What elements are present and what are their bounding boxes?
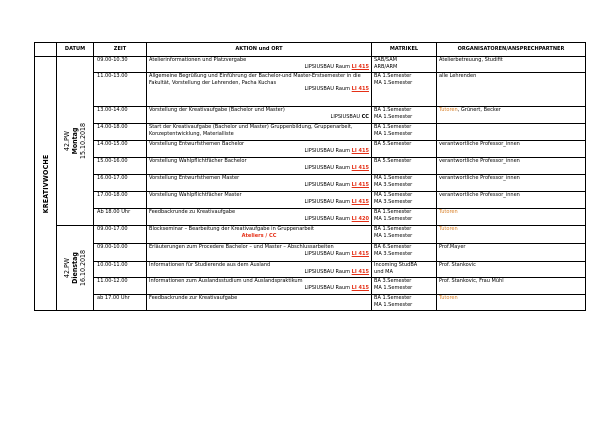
time-cell: 17.00-18.00 — [94, 192, 147, 209]
day-label — [63, 250, 87, 286]
header-aktion: AKTION und ORT — [147, 43, 372, 57]
organizer-tutoren: Tutoren — [439, 226, 458, 232]
organizer-tutoren: Tutoren — [439, 295, 458, 301]
organizer-cell — [437, 244, 586, 262]
organizer-cell — [437, 262, 586, 278]
organizer-cell — [437, 141, 586, 158]
schedule-sheet — [34, 42, 585, 385]
room-link[interactable]: LI 415 — [351, 284, 369, 291]
action-text: Vorstellung Entwurfsthemen Master — [149, 175, 240, 181]
time-cell: 11.00-13.00 — [94, 73, 147, 107]
matrikel-cell — [372, 192, 437, 209]
matrikel-line: BA 1.Semester — [374, 107, 412, 113]
matrikel-cell — [372, 209, 437, 226]
day-cell — [57, 226, 94, 311]
action-cell — [147, 107, 372, 124]
action-cell — [147, 295, 372, 311]
matrikel-cell — [372, 73, 437, 107]
location — [149, 86, 369, 93]
time-cell: 14.00-15.00 — [94, 141, 147, 158]
schedule-table — [34, 42, 586, 311]
matrikel-cell — [372, 175, 437, 192]
location-building: LIPSIUSBAU — [330, 113, 362, 120]
room-link[interactable]: LI 415 — [351, 198, 369, 205]
matrikel-cell — [372, 141, 437, 158]
schedule-row — [35, 124, 586, 141]
matrikel-line: BA 1.Semester — [374, 124, 412, 130]
day-day: Dienstag — [70, 252, 79, 284]
action-cell — [147, 192, 372, 209]
organizer-cell — [437, 73, 586, 107]
room-link[interactable]: LI 415 — [351, 147, 369, 154]
matrikel-line: MA 1.Semester — [374, 215, 413, 222]
matrikel-line: BA 3.Semester — [374, 278, 412, 284]
location-building: LIPSIUSBAU Raum — [304, 181, 352, 188]
organizer-tutoren: Tutoren — [439, 107, 458, 113]
location — [149, 165, 369, 172]
time-cell: 11.00-12.00 — [94, 278, 147, 295]
schedule-row — [35, 175, 586, 192]
day-label — [63, 123, 87, 159]
matrikel-cell — [372, 244, 437, 262]
matrikel-line: MA 1.Semester — [374, 284, 413, 291]
header-datum: DATUM — [57, 43, 94, 57]
schedule-row — [35, 244, 586, 262]
action-text: Atelierinformationen und Platzvergabe — [149, 57, 247, 63]
matrikel-line: MA 1.Semester — [374, 113, 413, 120]
room-link[interactable]: LI 415 — [351, 164, 369, 171]
room-label: CC — [361, 113, 369, 120]
matrikel-line: BA 5.Semester — [374, 158, 412, 164]
organizer-text: Prof.Mayer — [439, 244, 466, 250]
matrikel-line: BA 1.Semester — [374, 209, 412, 215]
time-cell: 10.00-11.00 — [94, 262, 147, 278]
matrikel-line: MA 1.Semester — [374, 192, 413, 198]
schedule-row — [35, 107, 586, 124]
matrikel-line: MA 1.Semester — [374, 301, 413, 308]
matrikel-line: ARB/ARM — [374, 63, 398, 70]
action-text: Feedbackrunde zur Kreativaufgabe — [149, 295, 238, 301]
organizer-text: verantwortliche Professor_innen — [439, 192, 520, 198]
day-day: Montag — [70, 127, 79, 155]
action-cell — [147, 57, 372, 73]
action-cell — [147, 209, 372, 226]
matrikel-cell — [372, 57, 437, 73]
action-text: Feedbackrunde zu Kreativaufgabe — [149, 209, 236, 215]
action-cell — [147, 262, 372, 278]
action-text: Vorstellung Wahlpflichtfächer Master — [149, 192, 242, 198]
location-building: LIPSIUSBAU Raum — [304, 86, 352, 93]
location-red: Ateliers / CC — [241, 232, 277, 239]
organizer-text: Prof. Stankovic, Frau Mühl — [439, 278, 504, 284]
time-cell: ab 17.00 Uhr — [94, 295, 147, 311]
matrikel-line: MA 1.Semester — [374, 79, 413, 86]
action-text: Informationen zum Auslandsstudium und Auslandspraktikum — [149, 278, 303, 284]
schedule-row — [35, 73, 586, 107]
schedule-row — [35, 57, 586, 73]
organizer-cell — [437, 57, 586, 73]
organizer-cell — [437, 209, 586, 226]
matrikel-line: MA 1.Semester — [374, 232, 413, 239]
room-link[interactable]: LI 415 — [351, 63, 369, 70]
room-link[interactable]: LI 415 — [351, 250, 369, 257]
action-text: Vorstellung der Kreativaufgabe (Bachelor und Master) — [149, 107, 285, 113]
matrikel-cell — [372, 124, 437, 141]
corner-cell — [35, 43, 57, 57]
location — [149, 233, 369, 240]
day-kw: 42.PW — [62, 257, 71, 279]
week-label-cell — [35, 57, 57, 311]
schedule-row — [35, 278, 586, 295]
organizer-text: Atelierbetreuung, Studifit — [439, 57, 503, 63]
location-building: LIPSIUSBAU Raum — [304, 250, 352, 257]
schedule-row — [35, 141, 586, 158]
location-building: LIPSIUSBAU Raum — [304, 147, 352, 154]
location — [149, 216, 369, 223]
schedule-row — [35, 262, 586, 278]
time-cell: Ab 18.00 Uhr — [94, 209, 147, 226]
location-building: LIPSIUSBAU Raum — [304, 164, 352, 171]
action-text: Vorstellung Wahlpflichtfächer Bachelor — [149, 158, 247, 164]
day-date: 16.10.2018 — [79, 249, 88, 287]
organizer-cell — [437, 192, 586, 209]
matrikel-line: BA 6.Semester — [374, 244, 412, 250]
action-text: Vorstellung Entwurfsthemen Bachelor — [149, 141, 245, 147]
room-link[interactable]: LI 415 — [351, 268, 369, 275]
action-cell — [147, 175, 372, 192]
header-zeit: ZEIT — [94, 43, 147, 57]
action-cell — [147, 141, 372, 158]
location — [149, 269, 369, 276]
location — [149, 199, 369, 206]
matrikel-line: BA 1.Semester — [374, 295, 412, 301]
matrikel-line: Incoming StudBA — [374, 262, 418, 268]
header-organisatoren: ORGANISATOREN/ANSPRECHPARTNER — [437, 43, 586, 57]
action-text: Informationen für Studierende aus dem Ausland — [149, 262, 271, 268]
location — [149, 285, 369, 292]
organizer-cell — [437, 278, 586, 295]
matrikel-line: BA 1.Semester — [374, 73, 412, 79]
organizer-cell — [437, 175, 586, 192]
time-cell: 09.00-10.00 — [94, 244, 147, 262]
schedule-row — [35, 295, 586, 311]
location — [149, 64, 369, 71]
location — [149, 114, 369, 121]
matrikel-cell — [372, 107, 437, 124]
matrikel-line: MA 3.Semester — [374, 198, 413, 205]
header-row — [35, 43, 586, 57]
action-cell — [147, 278, 372, 295]
organizer-text: , Grünert, Becker — [457, 107, 501, 113]
location-building: LIPSIUSBAU Raum — [304, 215, 352, 222]
matrikel-line: MA 3.Semester — [374, 181, 413, 188]
organizer-text: verantwortliche Professor_innen — [439, 175, 520, 181]
time-cell: 13.00-14.00 — [94, 107, 147, 124]
location — [149, 182, 369, 189]
week-label: KREATIVWOCHE — [41, 154, 50, 213]
time-cell: 09.00-10.30 — [94, 57, 147, 73]
action-text: Allgemeine Begrüßung und Einführung der Bachelor-und Master-Erstsemester in die Fakultät, Vorstellung der Lehrenden, Pacha Kuchas — [149, 73, 361, 86]
location — [149, 148, 369, 155]
location-building: LIPSIUSBAU Raum — [304, 63, 352, 70]
action-text: Start der Kreativaufgabe (Bachelor und Master) Gruppenbildung, Gruppenarbeit, Konzeptentwicklung, Materialliste — [149, 124, 353, 137]
day-kw: 42.PW — [62, 130, 71, 152]
action-cell — [147, 244, 372, 262]
schedule-row — [35, 158, 586, 175]
matrikel-line: MA 3.Semester — [374, 250, 413, 257]
location-building: LIPSIUSBAU Raum — [304, 284, 352, 291]
time-cell: 15.00-16.00 — [94, 158, 147, 175]
action-text: Blockseminar – Bearbeitung der Kreativaufgabe in Gruppenarbeit — [149, 226, 315, 232]
matrikel-line: MA 1.Semester — [374, 175, 413, 181]
schedule-row — [35, 226, 586, 244]
organizer-cell — [437, 226, 586, 244]
room-link[interactable]: LI 415 — [351, 86, 369, 93]
location-building: LIPSIUSBAU Raum — [304, 268, 352, 275]
matrikel-cell — [372, 262, 437, 278]
organizer-cell — [437, 124, 586, 141]
room-link[interactable]: LI 415 — [351, 181, 369, 188]
organizer-text: verantwortliche Professor_innen — [439, 158, 520, 164]
action-cell — [147, 226, 372, 244]
matrikel-cell — [372, 226, 437, 244]
matrikel-line: MA 1.Semester — [374, 130, 413, 137]
organizer-text: verantwortliche Professor_innen — [439, 141, 520, 147]
header-matrikel: MATRIKEL — [372, 43, 437, 57]
organizer-text: Prof. Stankovic — [439, 262, 476, 268]
organizer-cell — [437, 295, 586, 311]
schedule-row — [35, 209, 586, 226]
day-date: 15.10.2018 — [79, 122, 88, 160]
organizer-text: alle Lehrenden — [439, 73, 477, 79]
time-cell: 09.00-17.00 — [94, 226, 147, 244]
schedule-row — [35, 192, 586, 209]
schedule-body — [35, 57, 586, 311]
matrikel-line: BA 5.Semester — [374, 141, 412, 147]
matrikel-cell — [372, 295, 437, 311]
matrikel-line: und MA — [374, 268, 393, 275]
location-building: LIPSIUSBAU Raum — [304, 198, 352, 205]
organizer-cell — [437, 158, 586, 175]
time-cell: 14.00-18.00 — [94, 124, 147, 141]
time-cell: 16.00-17.00 — [94, 175, 147, 192]
matrikel-line: SAB/SAM — [374, 57, 397, 63]
action-text: Erläuterungen zum Procedere Bachelor – und Master – Abschlussarbeiten — [149, 244, 334, 250]
location — [149, 251, 369, 258]
organizer-tutoren: Tutoren — [439, 209, 458, 215]
matrikel-cell — [372, 278, 437, 295]
action-cell — [147, 124, 372, 141]
room-link[interactable]: LI 420 — [351, 215, 369, 222]
matrikel-cell — [372, 158, 437, 175]
organizer-cell — [437, 107, 586, 124]
action-cell — [147, 73, 372, 107]
action-cell — [147, 158, 372, 175]
day-cell — [57, 57, 94, 226]
matrikel-line: BA 1.Semester — [374, 226, 412, 232]
